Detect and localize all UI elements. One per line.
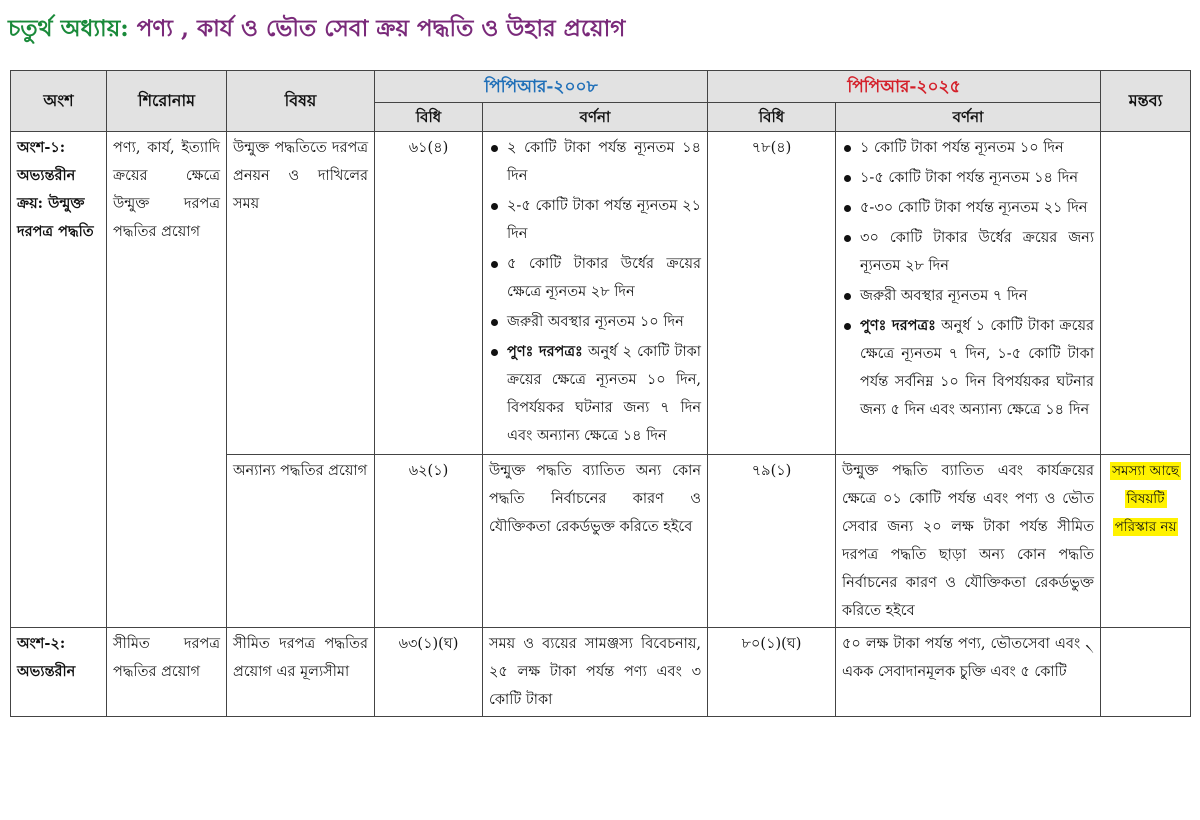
list-item: ১-৫ কোটি টাকা পর্যন্ত ন্যূনতম ১৪ দিন [842,164,1094,192]
remarks-cell [1101,628,1191,717]
header-section: অংশ [11,71,107,132]
description-2008-cell: উন্মুক্ত পদ্ধতি ব্যাতিত অন্য কোন পদ্ধতি নির্বাচনের কারণ ও যৌক্তিকতা রেকর্ডভুক্ত করিতে হইবে [483,455,708,628]
description-2025-list [842,134,1094,424]
header-description-2025: বর্ণনা [836,103,1101,132]
list-item: পুণঃ দরপত্রঃ অনুর্ধ ২ কোটি টাকা ক্রয়ের ক্ষেত্রে ন্যূনতম ১০ দিন, বিপর্যয়কর ঘটনার জন্য ৭ দিন এবং অন্যান্য ক্ষেত্রে ১৪ দিন [489,338,701,450]
highlighted-remark: সমস্যা আছে বিষয়টি পরিস্কার নয় [1112,463,1179,535]
list-item: ৫-৩০ কোটি টাকা পর্যন্ত ন্যূনতম ২১ দিন [842,194,1094,222]
chapter-title [8,12,1192,46]
list-item: ২ কোটি টাকা পর্যন্ত ন্যূনতম ১৪ দিন [489,134,701,190]
header-heading: শিরোনাম [107,71,227,132]
list-item: ২-৫ কোটি টাকা পর্যন্ত ন্যূনতম ২১ দিন [489,192,701,248]
list-item: পুণঃ দরপত্রঃ অনুর্ধ ১ কোটি টাকা ক্রয়ের ক্ষেত্রে ন্যূনতম ৭ দিন, ১-৫ কোটি টাকা পর্যন্ত সর্বনিম্ন ১০ দিন বিপর্যয়কর ঘটনার জন্য ৫ দিন এবং অন্যান্য ক্ষেত্রে ১৪ দিন [842,312,1094,424]
header-ppr-2008: পিপিআর-২০০৮ [375,71,708,103]
list-item: ১ কোটি টাকা পর্যন্ত ন্যূনতম ১০ দিন [842,134,1094,162]
heading-cell: পণ্য, কার্য, ইত্যাদি ক্রয়ের ক্ষেত্রে উন্মুক্ত দরপত্র পদ্ধতির প্রয়োগ [107,132,227,628]
chapter-title-main: পণ্য , কার্য ও ভৌত সেবা ক্রয় পদ্ধতি ও উহার প্রয়োগ [128,15,626,42]
rule-2008-cell: ৬৩(১)(ঘ) [375,628,483,717]
subject-cell: উন্মুক্ত পদ্ধতিতে দরপত্র প্রনয়ন ও দাখিলের সময় [227,132,375,455]
subject-cell: অন্যান্য পদ্ধতির প্রয়োগ [227,455,375,628]
header-remarks: মন্তব্য [1101,71,1191,132]
rule-2008-cell: ৬১(৪) [375,132,483,455]
description-2008-cell [483,132,708,455]
description-2008-cell: সময় ও ব্যয়ের সামঞ্জস্য বিবেচনায়, ২৫ লক্ষ টাকা পর্যন্ত পণ্য এবং ৩ কোটি টাকা [483,628,708,717]
remarks-cell [1101,132,1191,455]
section-cell: অংশ-১: অভ্যন্তরীন ক্রয়: উন্মুক্ত দরপত্র পদ্ধতি [11,132,107,628]
list-item: জরুরী অবস্থার ন্যূনতম ৭ দিন [842,282,1094,310]
rule-2008-cell: ৬২(১) [375,455,483,628]
chapter-title-separator: : [120,15,129,42]
comparison-table [10,70,1191,717]
list-item: ৫ কোটি টাকার উর্ধের ক্রয়ের ক্ষেত্রে ন্যূনতম ২৮ দিন [489,250,701,306]
list-item: জরুরী অবস্থার ন্যূনতম ১০ দিন [489,308,701,336]
header-description-2008: বর্ণনা [483,103,708,132]
description-2025-cell: উন্মুক্ত পদ্ধতি ব্যাতিত এবং কার্যক্রয়ের ক্ষেত্রে ০১ কোটি পর্যন্ত এবং পণ্য ও ভৌত সেবার জন্য ২০ লক্ষ টাকা পর্যন্ত সীমিত দরপত্র পদ্ধতি ছাড়া অন্য কোন পদ্ধতি নির্বাচনের কারণ ও যৌক্তিকতা রেকর্ডভুক্ত করিতে হইবে [836,455,1101,628]
header-ppr-2025: পিপিআর-২০২৫ [708,71,1101,103]
header-subject: বিষয় [227,71,375,132]
description-2025-cell [836,132,1101,455]
header-rule-2008: বিধি [375,103,483,132]
description-2008-list [489,134,701,450]
section-cell: অংশ-২: অভ্যন্তরীন [11,628,107,717]
remarks-cell [1101,455,1191,628]
rule-2025-cell: ৭৮(৪) [708,132,836,455]
rule-2025-cell: ৮০(১)(ঘ) [708,628,836,717]
header-rule-2025: বিধি [708,103,836,132]
heading-cell: সীমিত দরপত্র পদ্ধতির প্রয়োগ [107,628,227,717]
description-2025-cell: ৫০ লক্ষ টাকা পর্যন্ত পণ্য, ভৌতসেবা এবং ৲ একক সেবাদানমূলক চুক্তি এবং ৫ কোটি [836,628,1101,717]
table-row [11,628,1191,717]
chapter-title-prefix: চতুর্থ অধ্যায় [8,15,121,42]
list-item: ৩০ কোটি টাকার উর্ধের ক্রয়ের জন্য ন্যূনতম ২৮ দিন [842,224,1094,280]
rule-2025-cell: ৭৯(১) [708,455,836,628]
subject-cell: সীমিত দরপত্র পদ্ধতির প্রয়োগ এর মূল্যসীমা [227,628,375,717]
table-row [11,132,1191,455]
